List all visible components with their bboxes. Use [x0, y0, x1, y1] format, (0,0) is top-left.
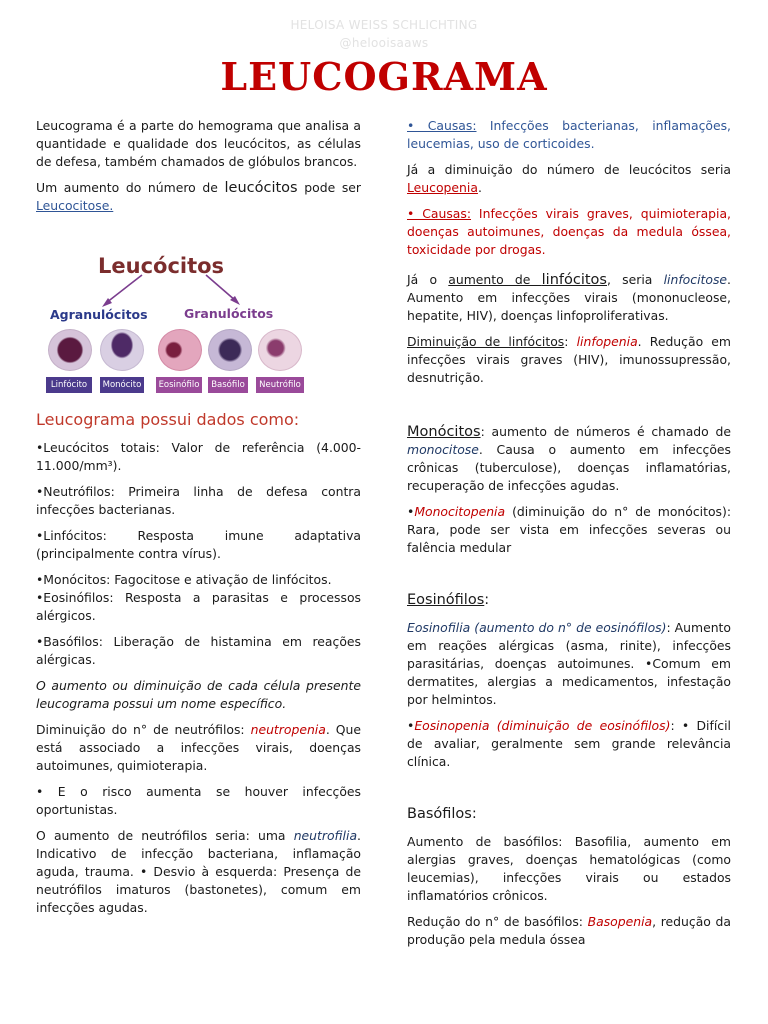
basofilia-paragraph: Aumento de basófilos: Basofilia, aumento em alergias graves, doenças hematológicas (como leucemias), infecções virais ou estados inflamatórios crônicos.: [407, 834, 731, 903]
neutrofilia-paragraph: O aumento de neutrófilos seria: uma neutrofilia. Indicativo de infecção bacteriana, inflamação aguda, trauma. • Desvio à esquerda: Presença de neutrófilos imaturos (bastonetes), comum em infecções agudas.: [36, 828, 361, 915]
leucopenia-term: Leucopenia: [407, 180, 478, 195]
monocitopenia-paragraph: •Monocitopenia (diminuição do n° de monócitos): Rara, pode ser vista em infecções severas ou falência medular: [407, 504, 731, 555]
eosinofilia-paragraph: Eosinofilia (aumento do n° de eosinófilos): Aumento em reações alérgicas (asma, rinite), infecções parasitárias, doenças autoimunes. •Comum em dermatites, alergias a medicamentos, infestação por helmintos.: [407, 620, 731, 707]
eosinofilo-label: Eosinófilo: [156, 377, 202, 393]
basopenia-term: Basopenia: [587, 914, 653, 929]
linfocitose-paragraph: Já o aumento de linfócitos, seria linfocitose. Aumento em infecções virais (mononucleose, hepatite, HIV), doenças linfoproliferativas.: [407, 272, 731, 323]
causas-aumento: • Causas: Infecções bacterianas, inflamações, leucemias, uso de corticoides.: [407, 118, 731, 151]
linfocito-cell-icon: [48, 329, 92, 371]
left-column: [36, 117, 361, 925]
monocito-label: Monócito: [100, 377, 144, 393]
neutrofilia-term: neutrofilia: [293, 828, 358, 843]
intro-paragraph: Leucograma é a parte do hemograma que analisa a quantidade e qualidade dos leucócitos, as células de defesa, também chamados de glóbulos brancos.: [36, 118, 361, 169]
bullet-basofilos: •Basófilos: Liberação de histamina em reações alérgicas.: [36, 634, 361, 667]
eosinofilia-term: Eosinofilia (aumento do n° de eosinófilos): [407, 620, 667, 635]
author-watermark: HELOISA WEISS SCHLICHTING: [290, 18, 478, 32]
neutropenia-term: neutropenia: [250, 722, 326, 737]
basopenia-paragraph: Redução do n° de basófilos: Basopenia, redução da produção pela medula óssea: [407, 914, 731, 947]
aumento-paragraph: Um aumento do número de leucócitos pode ser Leucocitose.: [36, 180, 362, 213]
bullet-neutrofilos: •Neutrófilos: Primeira linha de defesa contra infecções bacterianas.: [36, 484, 361, 517]
linfopenia-term: linfopenia: [576, 334, 638, 349]
neutrofilo-cell-icon: [258, 329, 302, 371]
eosinofilos-heading: Eosinófilos:: [407, 592, 490, 608]
right-column: [407, 117, 731, 957]
basofilo-label: Basófilo: [208, 377, 248, 393]
basofilo-cell-icon: [208, 329, 252, 371]
figure-title: Leucócitos: [98, 254, 225, 278]
basofilos-heading: Basófilos:: [407, 806, 477, 822]
eosinofilo-cell-icon: [158, 329, 202, 371]
agranulocitos-label: Agranulócitos: [50, 307, 148, 322]
neutropenia-paragraph: Diminuição do n° de neutrófilos: neutropenia. Que está associado a infecções virais, doenças autoimunes, quimioterapia.: [36, 722, 361, 773]
italic-note: O aumento ou diminuição de cada célula presente leucograma possui um nome específico.: [36, 678, 361, 711]
handle-watermark: @helooisaaws: [339, 36, 429, 50]
leucocitos-figure: [36, 253, 312, 399]
eosinopenia-term: Eosinopenia (diminuição de eosinófilos): [414, 718, 671, 733]
bullet-leucocitos: •Leucócitos totais: Valor de referência (4.000-11.000/mm³).: [36, 440, 361, 473]
monocitopenia-term: Monocitopenia: [414, 504, 506, 519]
bullet-monocitos: •Monócitos: Fagocitose e ativação de linfócitos.: [36, 572, 332, 587]
monocitose-paragraph: Monócitos: aumento de números é chamado de monocitose. Causa o aumento em infecções crônicas (tuberculose), doenças inflamatórias, recuperação de infecções agudas.: [407, 424, 731, 493]
eosinopenia-paragraph: •Eosinopenia (diminuição de eosinófilos): • Difícil de avaliar, geralmente sem grande relevância clínica.: [407, 718, 731, 769]
linfocito-label: Linfócito: [46, 377, 92, 393]
monocito-cell-icon: [100, 329, 144, 371]
page-title: LEUCOGRAMA: [220, 54, 548, 99]
granulocitos-label: Granulócitos: [184, 306, 274, 321]
leucopenia-paragraph: Já a diminuição do número de leucócitos seria Leucopenia.: [407, 162, 731, 195]
linfopenia-paragraph: Diminuição de linfócitos: linfopenia. Redução em infecções virais graves (HIV), imunossupressão, desnutrição.: [407, 334, 731, 385]
linfocitose-term: linfocitose: [663, 272, 728, 287]
bullet-eosinofilos: •Eosinófilos: Resposta a parasitas e processos alérgicos.: [36, 590, 361, 623]
risco-paragraph: • E o risco aumenta se houver infecções oportunistas.: [36, 784, 361, 817]
leucocitose-link[interactable]: Leucocitose.: [36, 198, 114, 213]
neutrofilo-label: Neutrófilo: [256, 377, 304, 393]
bullet-linfocitos: •Linfócitos: Resposta imune adaptativa (principalmente contra vírus).: [36, 528, 361, 561]
dados-heading: Leucograma possui dados como:: [36, 410, 300, 429]
monocitose-term: monocitose: [407, 442, 479, 457]
causas-diminuicao: • Causas: Infecções virais graves, quimioterapia, doenças autoimunes, doenças da medula óssea, toxicidade por drogas.: [407, 206, 731, 257]
